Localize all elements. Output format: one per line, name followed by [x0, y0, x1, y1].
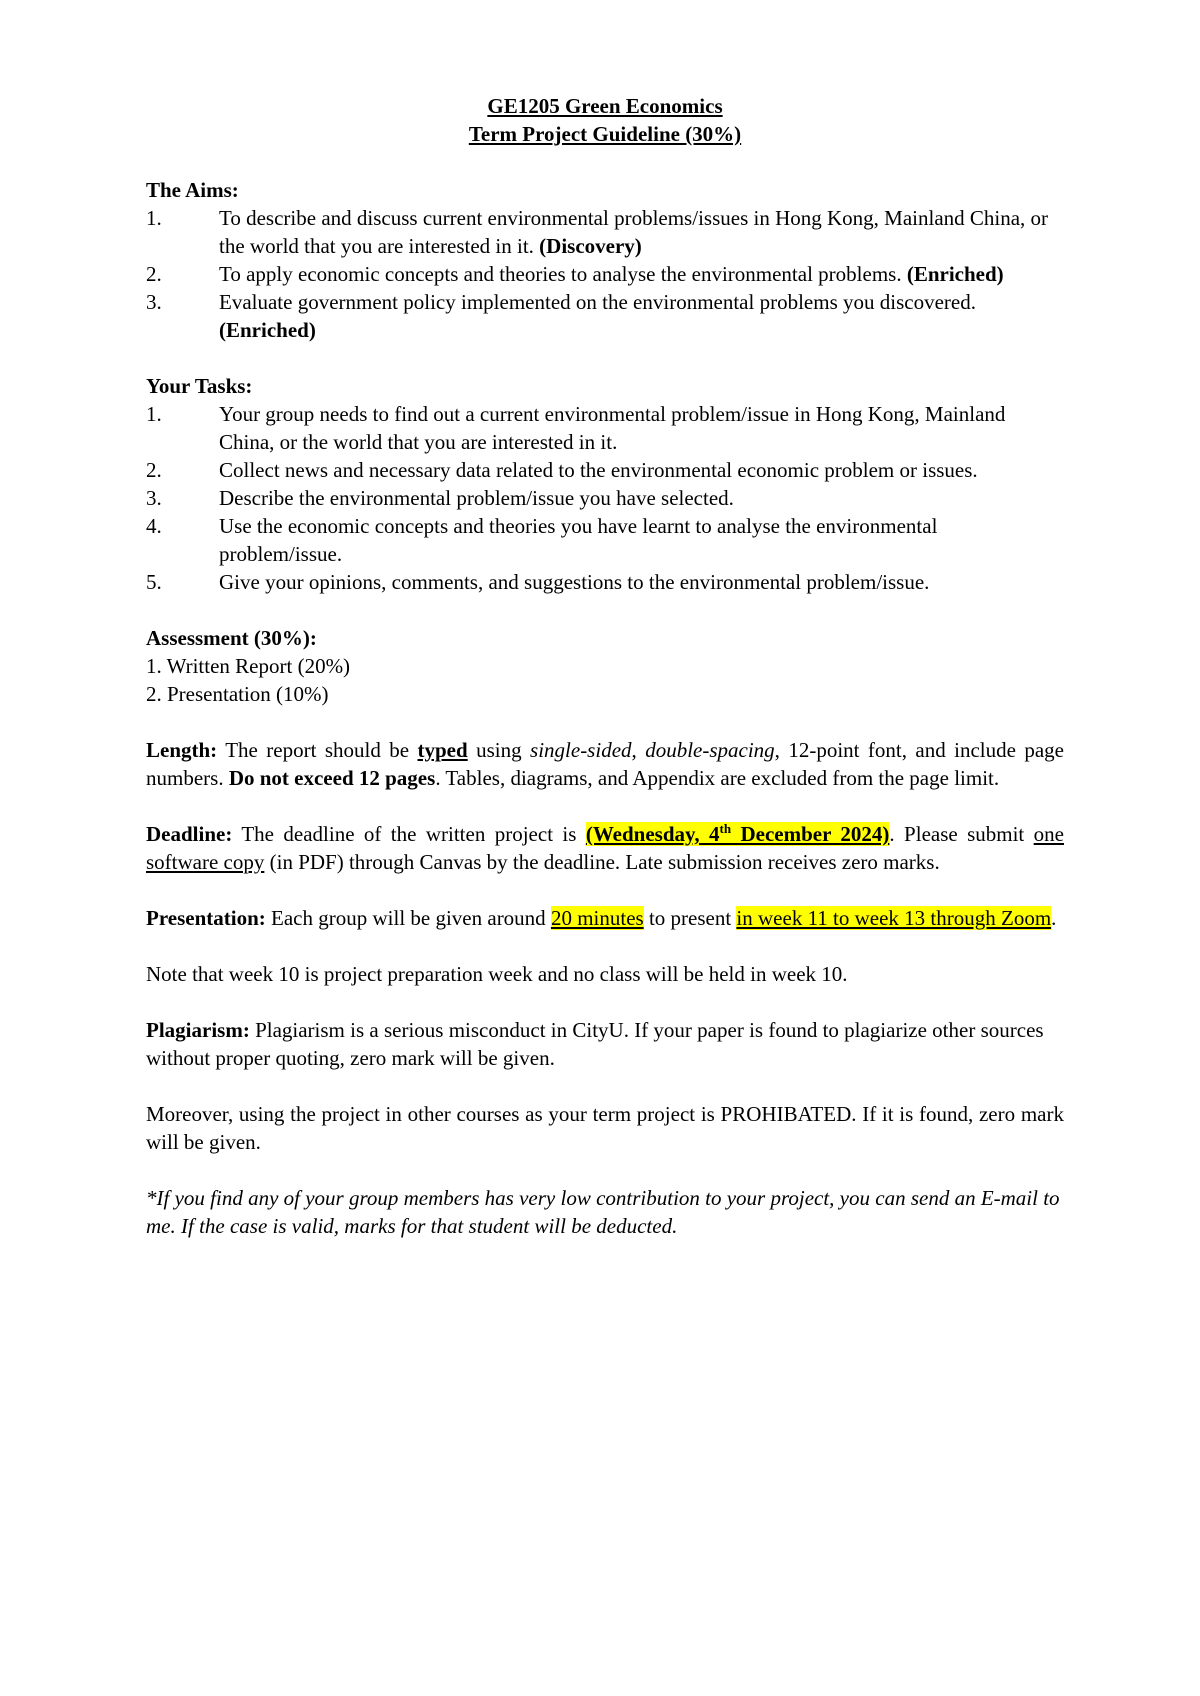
- presentation-paragraph: [146, 904, 1064, 932]
- course-title: GE1205 Green Economics: [487, 94, 723, 118]
- task-item-text: Collect news and necessary data related to the environmental economic problem or issues.: [219, 458, 978, 482]
- aims-item-tag: (Discovery): [539, 234, 642, 258]
- footnote-paragraph: *If you find any of your group members has very low contribution to your project, you can send an E-mail to me. If the case is valid, marks for that student will be deducted.: [146, 1186, 1060, 1238]
- aims-heading: The Aims:: [146, 178, 239, 202]
- task-item-text: Give your opinions, comments, and suggestions to the environmental problem/issue.: [219, 570, 930, 594]
- presentation-schedule: in week 11 to week 13 through Zoom: [736, 906, 1052, 930]
- length-label: Length:: [146, 738, 218, 762]
- task-item: [146, 456, 1064, 484]
- typed-emphasis: typed: [417, 738, 468, 762]
- presentation-duration: 20 minutes: [550, 906, 644, 930]
- deadline-paragraph: [146, 820, 1064, 876]
- task-item-number: 1.: [146, 402, 162, 426]
- deadline-date-suffix: th: [719, 821, 732, 836]
- deadline-date-part: (Wednesday, 4: [585, 822, 720, 846]
- aims-item-text: Evaluate government policy implemented on the environmental problems you discovered.: [219, 290, 976, 314]
- software-copy-emphasis: one software copy: [146, 822, 1064, 874]
- plagiarism-paragraph: [146, 1016, 1064, 1072]
- aims-item: [146, 204, 1064, 260]
- tasks-list: [146, 400, 1064, 596]
- double-spacing-emphasis: double-spacing: [645, 738, 775, 762]
- aims-item-text: To describe and discuss current environmental problems/issues in Hong Kong, Mainland China, or the world that you are interested in it.: [219, 206, 1049, 258]
- presentation-text: .: [1051, 906, 1057, 930]
- length-text: The report should be: [217, 738, 418, 762]
- task-item: [146, 400, 1064, 456]
- task-item-number: 3.: [146, 486, 162, 510]
- task-item-number: 5.: [146, 570, 162, 594]
- length-paragraph: [146, 736, 1064, 792]
- aims-item-tag: (Enriched): [906, 262, 1004, 286]
- assessment-heading: Assessment (30%):: [146, 626, 317, 650]
- aims-list: [146, 204, 1064, 344]
- guideline-title: Term Project Guideline (30%): [468, 122, 742, 146]
- deadline-text: . Please submit: [889, 822, 1034, 846]
- deadline-date-part: December 2024): [731, 822, 890, 846]
- task-item-text: Use the economic concepts and theories you have learnt to analyse the environmental problem/issue.: [219, 514, 938, 566]
- aims-item-text: To apply economic concepts and theories to analyse the environmental problems.: [219, 262, 907, 286]
- presentation-text: Each group will be given around: [265, 906, 551, 930]
- task-item: [146, 512, 1064, 568]
- task-item: [146, 568, 1064, 596]
- moreover-paragraph: Moreover, using the project in other courses as your term project is PROHIBATED. If it is found, zero mark will be given.: [146, 1102, 1064, 1154]
- plagiarism-label: Plagiarism:: [146, 1018, 250, 1042]
- assessment-item: 2. Presentation (10%): [146, 682, 329, 706]
- deadline-text: The deadline of the written project is: [232, 822, 586, 846]
- aims-item: [146, 288, 1064, 344]
- aims-item-tag: (Enriched): [219, 318, 316, 342]
- deadline-text: (in PDF) through Canvas by the deadline. Late submission receives zero marks.: [264, 850, 940, 874]
- tasks-heading: Your Tasks:: [146, 374, 253, 398]
- task-item-text: Describe the environmental problem/issue you have selected.: [219, 486, 734, 510]
- task-item-number: 2.: [146, 458, 162, 482]
- plagiarism-text: Plagiarism is a serious misconduct in CityU. If your paper is found to plagiarize other sources without proper quoting, zero mark will be given.: [146, 1018, 1044, 1070]
- aims-item-number: 1.: [146, 206, 162, 230]
- aims-item: [146, 260, 1064, 288]
- length-text: . Tables, diagrams, and Appendix are excluded from the page limit.: [435, 766, 1000, 790]
- length-text: , 12-point font, and include page numbers.: [146, 738, 1065, 790]
- length-text: using: [467, 738, 531, 762]
- deadline-date: [586, 822, 890, 846]
- assessment-item: 1. Written Report (20%): [146, 654, 351, 678]
- note-paragraph: Note that week 10 is project preparation week and no class will be held in week 10.: [146, 962, 848, 986]
- task-item-text: Your group needs to find out a current environmental problem/issue in Hong Kong, Mainland China, or the world that you are interested in it.: [219, 402, 1006, 454]
- aims-item-number: 2.: [146, 262, 162, 286]
- deadline-label: Deadline:: [146, 822, 233, 846]
- length-text: ,: [631, 738, 646, 762]
- page-limit-emphasis: Do not exceed 12 pages: [228, 766, 436, 790]
- presentation-label: Presentation:: [146, 906, 266, 930]
- task-item-number: 4.: [146, 514, 162, 538]
- task-item: [146, 484, 1064, 512]
- aims-item-number: 3.: [146, 290, 162, 314]
- presentation-text: to present: [643, 906, 737, 930]
- assessment-list: [146, 652, 1064, 708]
- single-sided-emphasis: single-sided: [530, 738, 632, 762]
